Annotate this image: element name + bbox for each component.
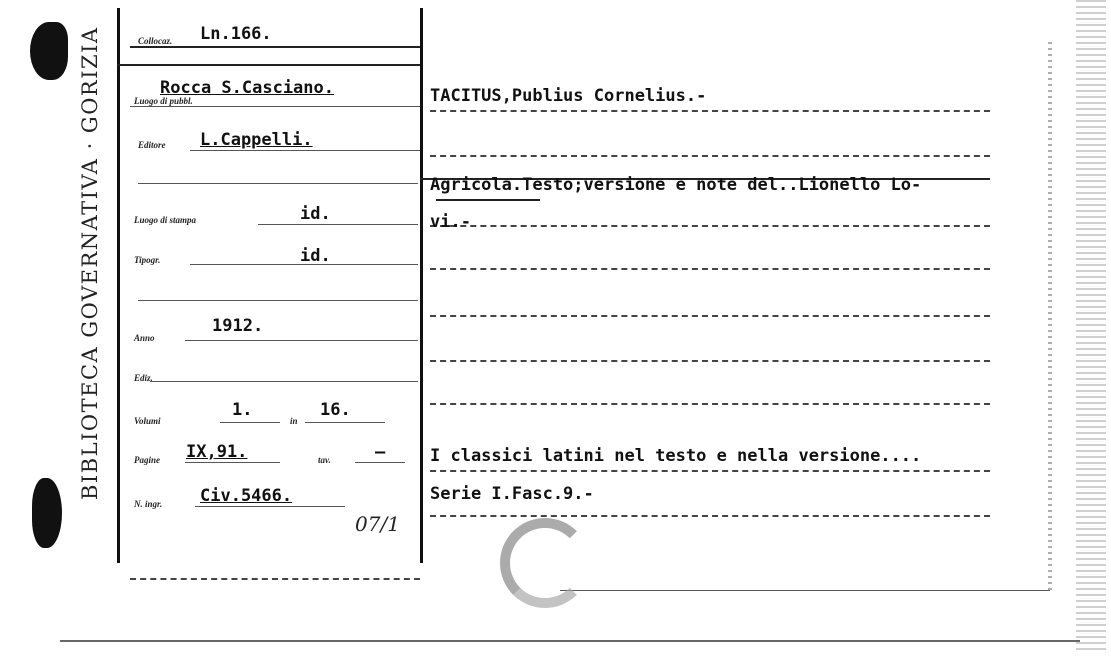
- rule-blank-1: [138, 183, 418, 184]
- main-author: TACITUS,Publius Cornelius.-: [430, 86, 707, 106]
- value-luogo-pubbl: Rocca S.Casciano.: [160, 78, 334, 98]
- rule-title-underline: [436, 199, 540, 201]
- value-volumi: 1.: [232, 400, 253, 420]
- rule-ediz: [150, 381, 418, 382]
- rule-n-ingr: [195, 506, 345, 507]
- main-title-line1: Agricola.Testo;versione e note del..Lionello Lo-: [430, 175, 922, 195]
- label-editore: Editore: [138, 140, 166, 150]
- middle-column-rule: [420, 8, 423, 563]
- main-series-line1: I classici latini nel testo e nella versione....: [430, 446, 922, 466]
- rule-tav: [355, 462, 405, 463]
- stamp-mark-icon: [500, 518, 590, 608]
- main-title-line2: vi.-: [430, 212, 471, 232]
- rule-main-6: [430, 315, 990, 317]
- label-tipogr: Tipogr.: [134, 255, 161, 265]
- rule-main-4: [430, 225, 990, 227]
- library-name-vertical: BIBLIOTECA GOVERNATIVA · GORIZIA: [78, 26, 102, 500]
- rule-bottom-outer: [60, 640, 1080, 642]
- ink-blot-top-icon: [30, 22, 68, 80]
- rule-main-10: [430, 515, 990, 517]
- value-editore: L.Cappelli.: [200, 130, 313, 150]
- rule-blank-2: [138, 300, 418, 301]
- rule-collocazione: [130, 46, 420, 48]
- rule-bottom-inner: [130, 578, 420, 580]
- label-anno: Anno: [134, 333, 155, 343]
- card-right-edge: [1076, 0, 1106, 650]
- left-column-rule: [117, 8, 120, 563]
- label-luogo-pubbl: Luogo di pubbl.: [134, 96, 193, 106]
- value-anno: 1912.: [212, 316, 264, 336]
- handwritten-note: 07/1: [355, 512, 400, 536]
- rule-pagine: [185, 462, 280, 463]
- rule-luogo: [130, 106, 420, 107]
- rule-volumi-in: [305, 422, 385, 423]
- value-volumi-in: 16.: [320, 400, 351, 420]
- label-tav: tav.: [318, 455, 331, 465]
- label-ediz: Ediz.: [134, 373, 153, 383]
- rule-main-9: [430, 470, 990, 472]
- rule-anno: [185, 340, 418, 341]
- rule-volumi: [220, 422, 280, 423]
- rule-editore: [190, 150, 420, 151]
- value-luogo-stampa: id.: [300, 204, 331, 224]
- value-tav: –: [375, 442, 386, 462]
- value-n-ingr: Civ.5466.: [200, 486, 293, 506]
- rule-main-2: [430, 155, 990, 157]
- ink-blot-bottom-icon: [32, 478, 62, 548]
- rule-main-7: [430, 360, 990, 362]
- label-luogo-stampa: Luogo di stampa: [134, 215, 197, 225]
- value-pagine: IX,91.: [186, 442, 248, 462]
- value-tipogr: id.: [300, 246, 331, 266]
- label-in: in: [290, 416, 298, 426]
- rule-bottom-card: [560, 590, 1050, 591]
- rule-luogo-stampa: [258, 224, 418, 225]
- label-pagine: Pagine: [134, 455, 160, 465]
- rule-main-5: [430, 268, 990, 270]
- label-collocazione: Collocaz.: [138, 36, 173, 46]
- label-volumi: Volumi: [134, 416, 161, 426]
- rule-top-left: [117, 64, 420, 66]
- label-n-ingr: N. ingr.: [134, 499, 163, 509]
- rule-main-8: [430, 403, 990, 405]
- value-collocazione: Ln.166.: [200, 24, 272, 44]
- card-edge-bottom: [1048, 40, 1052, 590]
- rule-main-1: [430, 110, 990, 112]
- main-series-line2: Serie I.Fasc.9.-: [430, 484, 594, 504]
